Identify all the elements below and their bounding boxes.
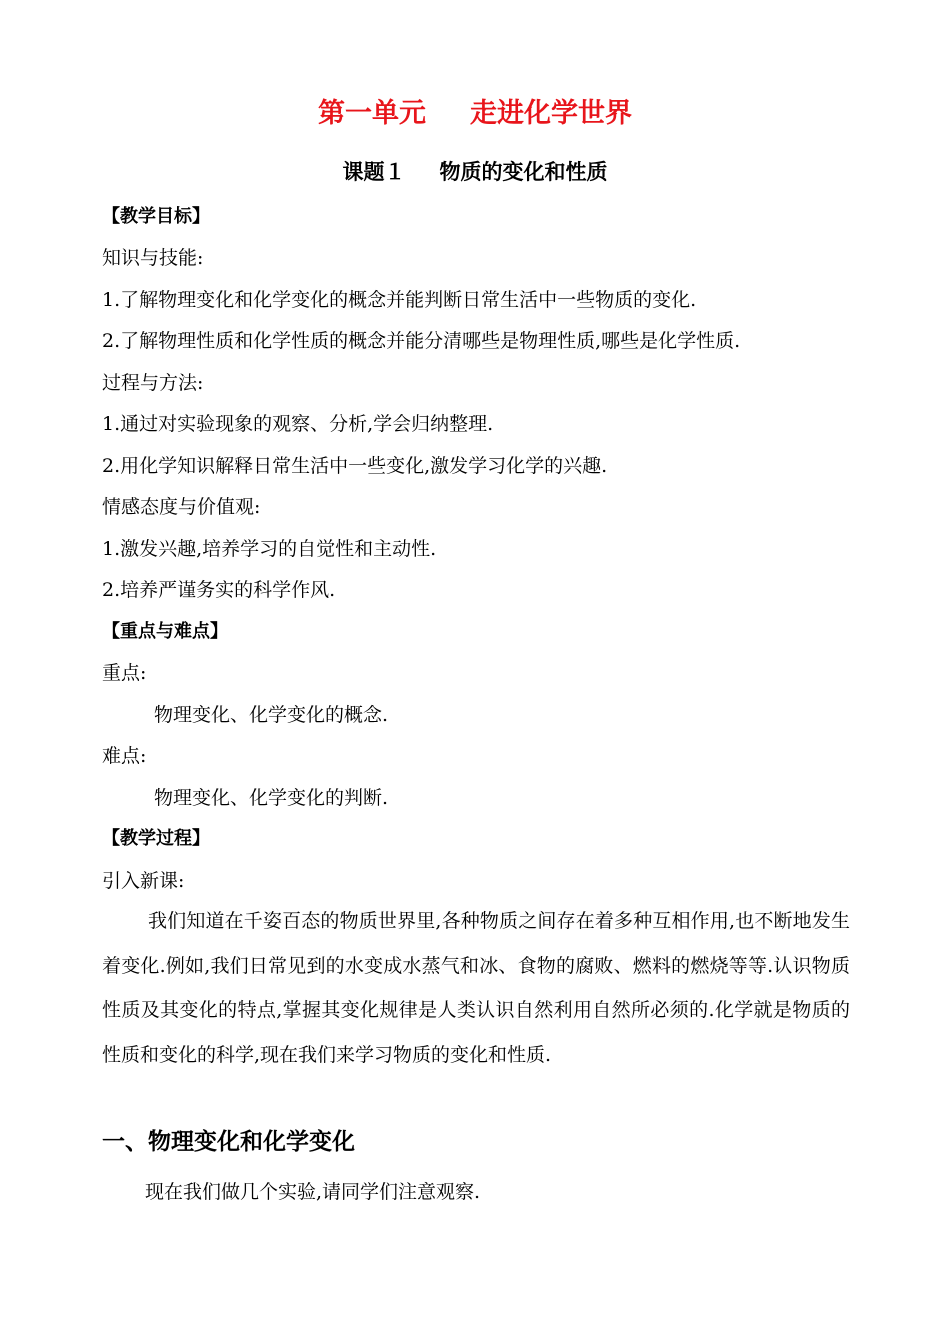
knowledge-label: 知识与技能: [102, 247, 204, 269]
key-points-heading: 【重点与难点】 [102, 621, 228, 642]
unit-name: 走进化学世界 [470, 98, 632, 129]
emotion-label: 情感态度与价值观: [102, 496, 261, 518]
knowledge-item-1: 1.了解物理变化和化学变化的概念并能判断日常生活中一些物质的变化. [102, 289, 697, 311]
objectives-heading: 【教学目标】 [102, 206, 210, 227]
knowledge-item-2: 2.了解物理性质和化学性质的概念并能分清哪些是物理性质,哪些是化学性质. [102, 330, 741, 352]
process-heading: 【教学过程】 [102, 828, 210, 849]
process-item-1: 1.通过对实验现象的观察、分析,学会归纳整理. [102, 413, 494, 435]
focus-text: 物理变化、化学变化的概念. [154, 704, 389, 726]
intro-paragraph: 我们知道在千姿百态的物质世界里,各种物质之间存在着多种互相作用,也不断地发生着变化.例如,我们日常见到的水变成水蒸气和冰、食物的腐败、燃料的燃烧等等.认识物质性质及其变化的特点,掌握其变化规律是人类认识自然利用自然所必须的.化学就是物质的性质和变化的科学,现在我们来学习物质的变化和性质. [102, 910, 850, 1066]
section-heading: 一、物理变化和化学变化 [102, 1129, 355, 1155]
section-text: 现在我们做几个实验,请同学们注意观察. [145, 1181, 481, 1203]
intro-label: 引入新课: [102, 870, 185, 892]
focus-label: 重点: [102, 662, 147, 684]
emotion-item-1: 1.激发兴趣,培养学习的自觉性和主动性. [102, 538, 437, 560]
unit-label: 第一单元 [318, 98, 426, 129]
difficulty-text: 物理变化、化学变化的判断. [154, 787, 389, 809]
process-item-2: 2.用化学知识解释日常生活中一些变化,激发学习化学的兴趣. [102, 455, 608, 477]
topic-title [0, 158, 950, 186]
topic-label: 课题１ [342, 159, 406, 184]
difficulty-label: 难点: [102, 745, 147, 767]
emotion-item-2: 2.培养严谨务实的科学作风. [102, 579, 336, 601]
unit-title [0, 98, 950, 130]
process-label: 过程与方法: [102, 372, 204, 394]
topic-name: 物质的变化和性质 [439, 159, 608, 184]
